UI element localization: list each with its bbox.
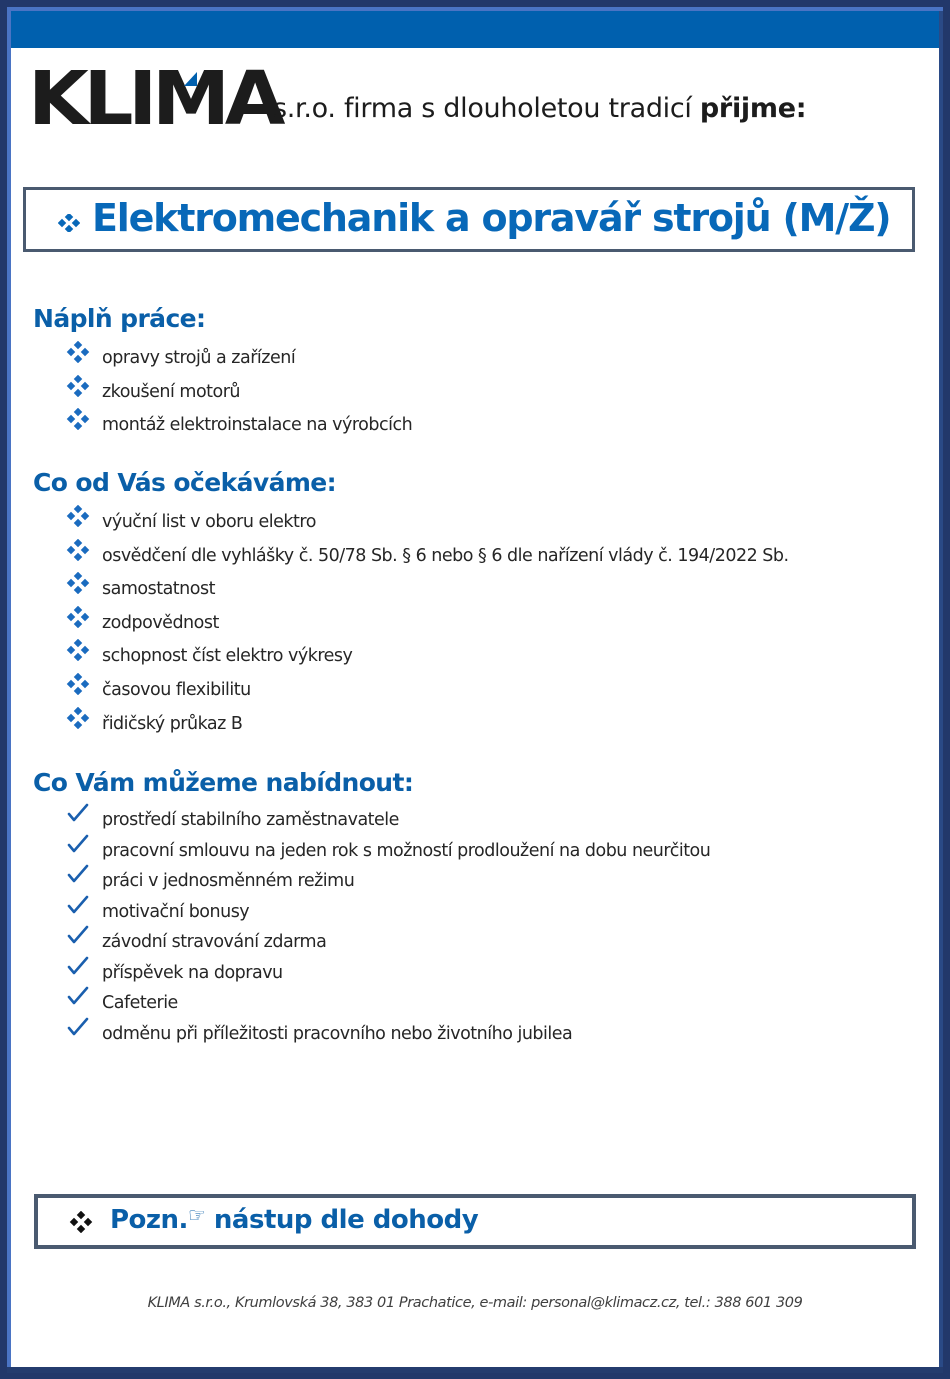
checkmark-icon — [66, 862, 90, 891]
company-contact-footer: KLIMA s.r.o., Krumlovská 38, 383 01 Prachatice, e-mail: personal@klimacz.cz, tel.: 388 601 309 — [147, 1295, 803, 1311]
diamond-bullet-icon — [66, 505, 90, 532]
job-poster-page — [11, 11, 939, 1367]
pointing-hand-icon: ☞ — [187, 1203, 206, 1227]
checkmark-icon — [66, 893, 90, 922]
diamond-bullet-icon — [66, 707, 90, 734]
diamond-bullet-icon — [58, 214, 80, 237]
list-item-text: zkoušení motorů — [102, 381, 241, 402]
header-bar — [11, 11, 939, 48]
list-item-text: zodpovědnost — [102, 612, 219, 633]
list-item-text: motivační bonusy — [102, 901, 250, 922]
note-label: Pozn. — [110, 1205, 188, 1235]
list-item-text: opravy strojů a zařízení — [102, 348, 296, 368]
list-item-text: pracovní smlouvu na jeden rok s možností prodloužení na dobu neurčitou — [102, 840, 711, 861]
list-item-text: práci v jednosměnném režimu — [102, 871, 355, 891]
diamond-bullet-icon — [66, 673, 90, 700]
checkmark-icon — [66, 954, 90, 983]
diamond-bullet-icon — [69, 1211, 93, 1238]
list-item-text: schopnost číst elektro výkresy — [102, 646, 353, 667]
section-title-requirements: Co od Vás očekáváme: — [33, 468, 337, 497]
checkmark-icon — [66, 923, 90, 952]
section-title-job-duties: Náplň práce: — [33, 304, 206, 333]
list-item-text: samostatnost — [102, 579, 215, 600]
checkmark-icon — [66, 801, 90, 830]
diamond-bullet-icon — [66, 639, 90, 666]
list-item-text: řidičský průkaz B — [102, 713, 243, 734]
logo-text: KLIMA — [28, 56, 281, 142]
list-item-text: montáž elektroinstalace na výrobcích — [102, 415, 413, 436]
diamond-bullet-icon — [66, 572, 90, 599]
frame-bottom-edge — [7, 1367, 943, 1373]
list-item-text: závodní stravování zdarma — [102, 932, 327, 952]
checkmark-icon — [66, 832, 90, 861]
list-item-text: Cafeterie — [102, 993, 178, 1013]
list-item-text: osvědčení dle vyhlášky č. 50/78 Sb. § 6 nebo § 6 dle nařízení vlády č. 194/2022 Sb. — [102, 545, 789, 566]
checkmark-icon — [66, 984, 90, 1013]
note-box — [34, 1194, 916, 1249]
note-text — [110, 1205, 478, 1235]
list-item-text: výuční list v oboru elektro — [102, 512, 316, 532]
list-item-text: příspěvek na dopravu — [102, 962, 283, 983]
tagline-prefix: s.r.o. firma s dlouholetou tradicí — [273, 93, 700, 124]
frame-right-edge — [939, 11, 943, 1367]
job-title: Elektromechanik a opravář strojů (M/Ž) — [92, 196, 891, 240]
list-item-text: prostředí stabilního zaměstnavatele — [102, 810, 399, 830]
company-tagline — [273, 93, 806, 124]
diamond-bullet-icon — [66, 408, 90, 435]
diamond-bullet-icon — [66, 341, 90, 368]
tagline-emphasis: přijme: — [699, 93, 807, 124]
diamond-bullet-icon — [66, 375, 90, 402]
section-title-benefits: Co Vám můžeme nabídnout: — [33, 768, 414, 797]
klima-logo — [28, 56, 281, 142]
logo-accent-mark — [184, 72, 197, 86]
job-title-box — [23, 187, 915, 252]
checkmark-icon — [66, 1015, 90, 1044]
diamond-bullet-icon — [66, 539, 90, 566]
list-item-text: časovou flexibilitu — [102, 679, 251, 700]
note-content: nástup dle dohody — [205, 1205, 479, 1235]
list-item-text: odměnu při příležitosti pracovního nebo životního jubilea — [102, 1023, 573, 1044]
diamond-bullet-icon — [66, 606, 90, 633]
